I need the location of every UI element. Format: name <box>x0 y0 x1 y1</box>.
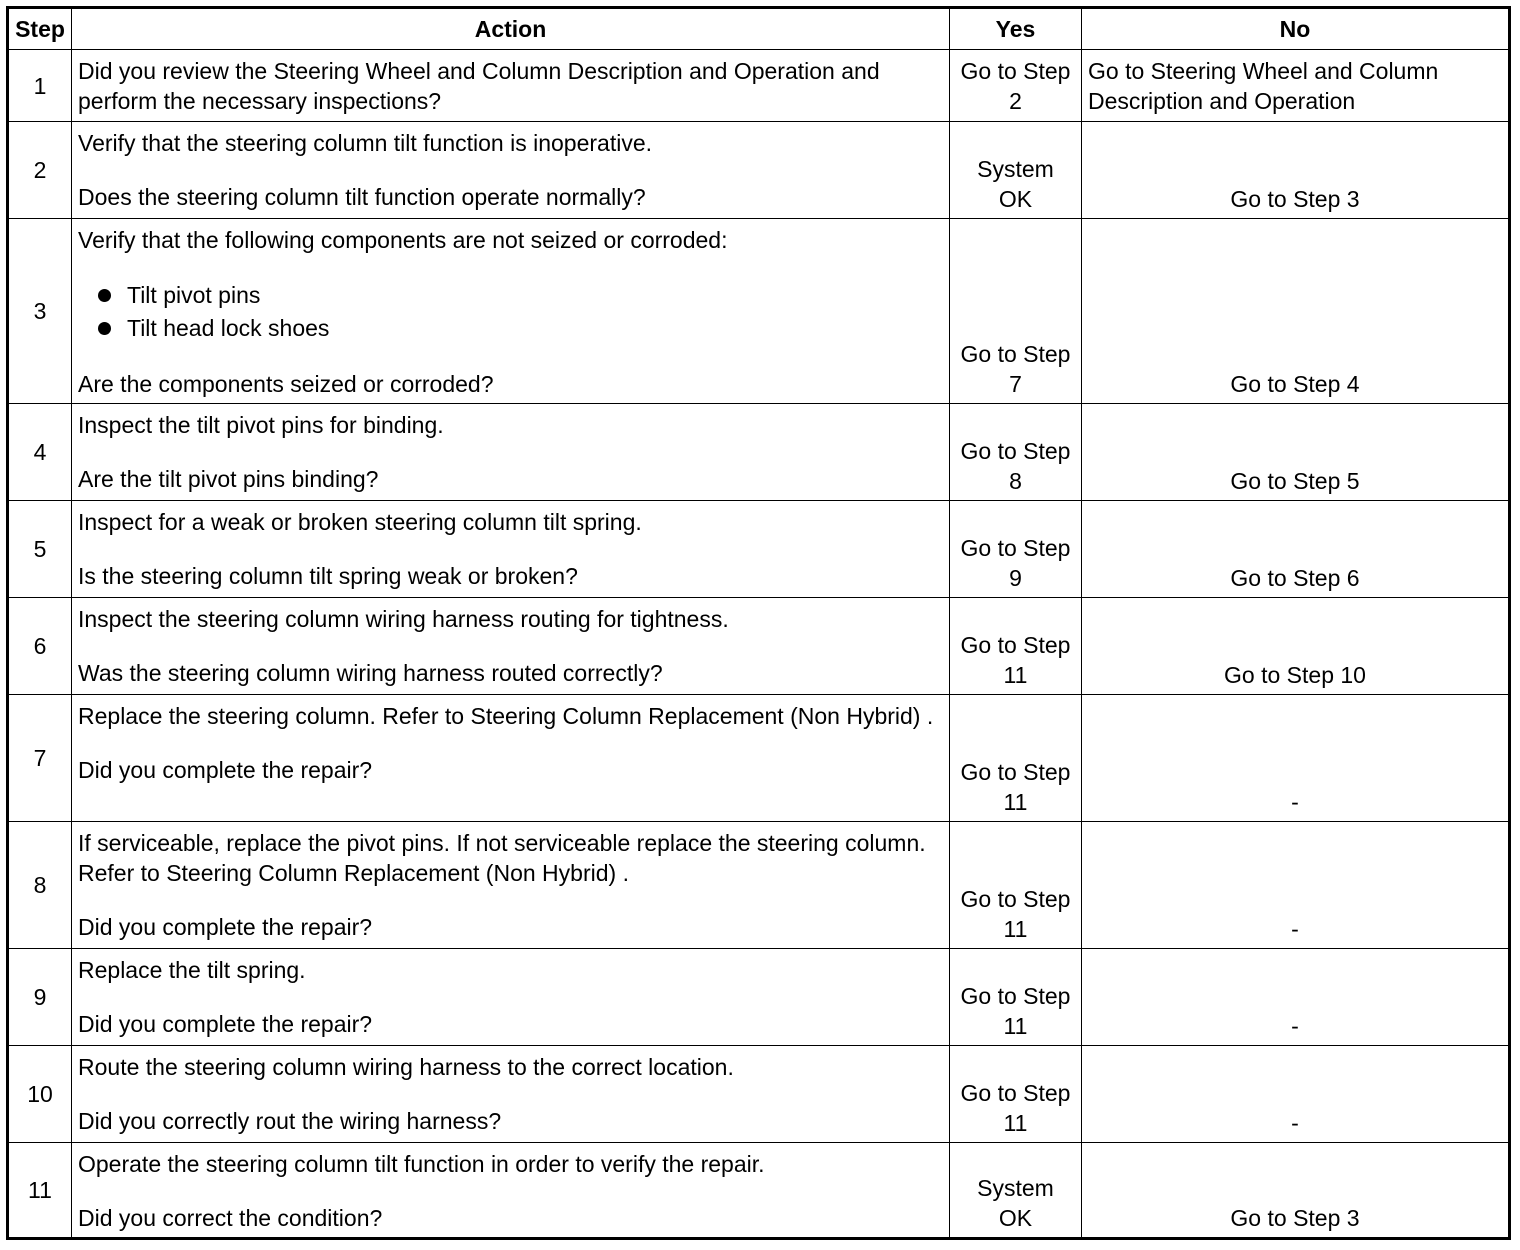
action-question: Did you complete the repair? <box>78 914 373 940</box>
header-yes: Yes <box>950 8 1082 50</box>
no-cell: Go to Step 3 <box>1082 122 1510 219</box>
action-question: Are the components seized or corroded? <box>78 371 494 397</box>
action-question: Did you correctly rout the wiring harness? <box>78 1108 502 1134</box>
component-list <box>78 279 943 345</box>
step-number: 10 <box>8 1046 72 1143</box>
table-row <box>8 695 1510 822</box>
action-text: Verify that the following components are not seized or corroded: <box>78 227 728 253</box>
no-cell: Go to Step 5 <box>1082 404 1510 501</box>
no-cell: - <box>1082 695 1510 822</box>
action-text: Verify that the steering column tilt function is inoperative. <box>78 130 653 156</box>
yes-text: Go to Step <box>960 58 1071 84</box>
yes-text: Go to Step <box>960 983 1071 1009</box>
yes-text: Go to Step <box>960 759 1071 785</box>
action-text: Operate the steering column tilt function in order to verify the repair. <box>78 1151 765 1177</box>
yes-step: 11 <box>1003 662 1028 688</box>
yes-step: OK <box>998 1205 1033 1231</box>
action-question: Did you correct the condition? <box>78 1205 383 1231</box>
action-cell <box>72 219 950 404</box>
step-number: 8 <box>8 822 72 949</box>
no-cell: - <box>1082 822 1510 949</box>
table-header-row <box>8 8 1510 50</box>
action-cell <box>72 404 950 501</box>
table-row <box>8 50 1510 122</box>
action-question: Was the steering column wiring harness routed correctly? <box>78 660 663 686</box>
step-number: 11 <box>8 1143 72 1239</box>
table-row <box>8 949 1510 1046</box>
action-cell <box>72 50 950 122</box>
yes-text: Go to Step <box>960 886 1071 912</box>
no-cell: - <box>1082 1046 1510 1143</box>
action-text: Replace the steering column. Refer to Steering Column Replacement (Non Hybrid) . <box>78 703 934 729</box>
no-cell: - <box>1082 949 1510 1046</box>
action-cell <box>72 122 950 219</box>
action-question: Are the tilt pivot pins binding? <box>78 466 379 492</box>
step-number: 9 <box>8 949 72 1046</box>
yes-cell <box>950 598 1082 695</box>
action-cell <box>72 598 950 695</box>
header-step: Step <box>8 8 72 50</box>
yes-cell <box>950 404 1082 501</box>
yes-step: 11 <box>1003 916 1028 942</box>
yes-cell <box>950 695 1082 822</box>
no-cell: Go to Step 3 <box>1082 1143 1510 1239</box>
table-row <box>8 219 1510 404</box>
action-text: Did you review the Steering Wheel and Column Description and Operation and perform the necessary inspections? <box>78 58 880 114</box>
action-text: Route the steering column wiring harness to the correct location. <box>78 1054 734 1080</box>
table-row <box>8 822 1510 949</box>
yes-step: 7 <box>1009 371 1022 397</box>
list-item: Tilt pivot pins <box>94 279 943 312</box>
action-text: Inspect the tilt pivot pins for binding. <box>78 412 444 438</box>
action-cell <box>72 695 950 822</box>
step-number: 5 <box>8 501 72 598</box>
yes-cell <box>950 122 1082 219</box>
no-cell: Go to Step 6 <box>1082 501 1510 598</box>
step-number: 1 <box>8 50 72 122</box>
yes-text: Go to Step <box>960 1080 1071 1106</box>
yes-step: 2 <box>1009 88 1022 114</box>
no-cell: Go to Step 10 <box>1082 598 1510 695</box>
bullet-icon <box>98 289 111 302</box>
action-text: If serviceable, replace the pivot pins. If not serviceable replace the steering column. Refer to Steering Column Replacement (Non Hybrid) . <box>78 830 926 886</box>
action-cell <box>72 501 950 598</box>
no-cell: Go to Step 4 <box>1082 219 1510 404</box>
action-cell <box>72 1046 950 1143</box>
diagnostic-table <box>6 6 1511 1240</box>
action-text: Inspect the steering column wiring harness routing for tightness. <box>78 606 729 632</box>
table-row <box>8 598 1510 695</box>
yes-cell <box>950 822 1082 949</box>
table-row <box>8 501 1510 598</box>
table-row <box>8 1143 1510 1239</box>
yes-text: Go to Step <box>960 535 1071 561</box>
bullet-icon <box>98 322 111 335</box>
header-no: No <box>1082 8 1510 50</box>
action-question: Does the steering column tilt function operate normally? <box>78 184 646 210</box>
action-cell <box>72 949 950 1046</box>
table-row <box>8 404 1510 501</box>
table-row <box>8 1046 1510 1143</box>
table-row <box>8 122 1510 219</box>
yes-cell <box>950 219 1082 404</box>
yes-step: 9 <box>1009 565 1022 591</box>
list-item: Tilt head lock shoes <box>94 312 943 345</box>
action-question: Is the steering column tilt spring weak or broken? <box>78 563 578 589</box>
action-text: Replace the tilt spring. <box>78 957 306 983</box>
yes-text: System <box>977 156 1054 182</box>
yes-text: Go to Step <box>960 632 1071 658</box>
yes-step: OK <box>998 186 1033 212</box>
yes-text: Go to Step <box>960 438 1071 464</box>
yes-cell <box>950 501 1082 598</box>
header-action: Action <box>72 8 950 50</box>
action-question: Did you complete the repair? <box>78 1011 373 1037</box>
yes-step: 11 <box>1003 1013 1028 1039</box>
yes-cell <box>950 50 1082 122</box>
action-text: Inspect for a weak or broken steering column tilt spring. <box>78 509 642 535</box>
yes-cell <box>950 1046 1082 1143</box>
no-cell: Go to Steering Wheel and Column Description and Operation <box>1082 50 1510 122</box>
step-number: 3 <box>8 219 72 404</box>
yes-cell <box>950 1143 1082 1239</box>
action-cell <box>72 822 950 949</box>
step-number: 7 <box>8 695 72 822</box>
yes-step: 8 <box>1009 468 1022 494</box>
yes-text: System <box>977 1175 1054 1201</box>
yes-step: 11 <box>1003 789 1028 815</box>
step-number: 2 <box>8 122 72 219</box>
action-question: Did you complete the repair? <box>78 757 373 783</box>
step-number: 4 <box>8 404 72 501</box>
action-cell <box>72 1143 950 1239</box>
yes-cell <box>950 949 1082 1046</box>
yes-text: Go to Step <box>960 341 1071 367</box>
step-number: 6 <box>8 598 72 695</box>
yes-step: 11 <box>1003 1110 1028 1136</box>
